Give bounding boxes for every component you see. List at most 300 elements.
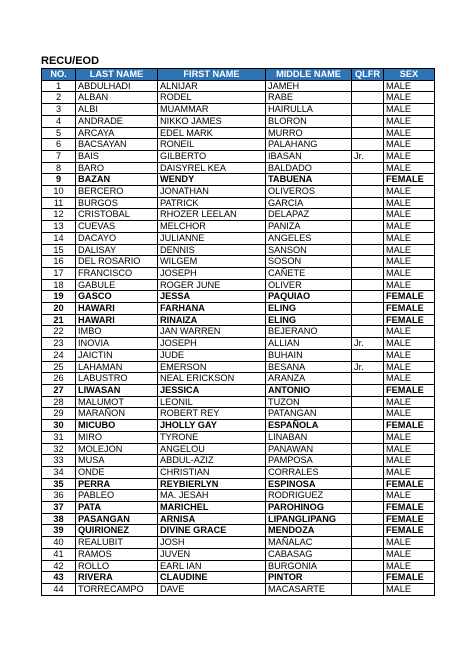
table-row [42,303,435,315]
cell-first-name: JULIANNE [158,232,266,244]
cell-last-name: PASANGAN [76,513,158,525]
cell-no: 42 [42,560,76,572]
cell-sex: MALE [384,326,435,338]
col-header-last-name: LAST NAME [76,69,158,81]
cell-last-name: GABULE [76,279,158,291]
cell-qlfr [352,420,384,432]
cell-last-name: MUSA [76,455,158,467]
cell-qlfr [352,443,384,455]
cell-no: 13 [42,221,76,233]
cell-middle-name: PATANGAN [266,408,352,420]
cell-middle-name: BURGONIA [266,560,352,572]
cell-qlfr [352,396,384,408]
cell-no: 4 [42,115,76,127]
cell-sex: MALE [384,361,435,373]
cell-sex: MALE [384,80,435,92]
cell-qlfr [352,478,384,490]
cell-middle-name: ELING [266,314,352,326]
cell-no: 6 [42,139,76,151]
table-row [42,326,435,338]
table-row [42,408,435,420]
cell-no: 19 [42,291,76,303]
cell-first-name: RHOZER LEELAN [158,209,266,221]
cell-first-name: ABDUL-AZIZ [158,455,266,467]
cell-qlfr: Jr. [352,361,384,373]
cell-first-name: JHOLLY GAY [158,420,266,432]
cell-first-name: LEONIL [158,396,266,408]
cell-no: 2 [42,92,76,104]
cell-no: 20 [42,303,76,315]
cell-sex: MALE [384,92,435,104]
cell-sex: MALE [384,560,435,572]
cell-sex: MALE [384,162,435,174]
table-row [42,583,435,595]
cell-first-name: MELCHOR [158,221,266,233]
cell-qlfr: Jr. [352,150,384,162]
cell-middle-name: ALLIAN [266,338,352,350]
cell-no: 11 [42,197,76,209]
table-row [42,244,435,256]
cell-qlfr [352,537,384,549]
table-row [42,373,435,385]
cell-no: 33 [42,455,76,467]
cell-first-name: DENNIS [158,244,266,256]
cell-qlfr [352,525,384,537]
cell-first-name: NEAL ERICKSON [158,373,266,385]
cell-last-name: RAMOS [76,548,158,560]
cell-sex: MALE [384,548,435,560]
cell-no: 26 [42,373,76,385]
cell-middle-name: ELING [266,303,352,315]
table-row [42,513,435,525]
cell-middle-name: TUZON [266,396,352,408]
cell-last-name: CUEVAS [76,221,158,233]
cell-middle-name: BUHAIN [266,349,352,361]
cell-first-name: WILGEM [158,256,266,268]
cell-sex: MALE [384,139,435,151]
cell-sex: FEMALE [384,502,435,514]
cell-qlfr [352,349,384,361]
cell-first-name: JOSEPH [158,267,266,279]
cell-qlfr [352,502,384,514]
cell-middle-name: PINTOR [266,572,352,584]
table-row [42,420,435,432]
cell-last-name: MICUBO [76,420,158,432]
cell-no: 43 [42,572,76,584]
table-row [42,267,435,279]
cell-qlfr [352,197,384,209]
cell-no: 36 [42,490,76,502]
cell-last-name: HAWARI [76,314,158,326]
cell-sex: MALE [384,408,435,420]
cell-last-name: BERCERO [76,186,158,198]
cell-no: 22 [42,326,76,338]
cell-first-name: RODEL [158,92,266,104]
cell-first-name: JONATHAN [158,186,266,198]
cell-sex: FEMALE [384,174,435,186]
cell-first-name: JAN WARREN [158,326,266,338]
cell-qlfr [352,139,384,151]
cell-middle-name: CAÑETE [266,267,352,279]
table-row [42,490,435,502]
cell-no: 7 [42,150,76,162]
cell-first-name: PATRICK [158,197,266,209]
roster-body [42,80,435,595]
table-row [42,162,435,174]
cell-middle-name: ARANZA [266,373,352,385]
cell-first-name: EMERSON [158,361,266,373]
cell-last-name: ARCAYA [76,127,158,139]
cell-sex: MALE [384,127,435,139]
cell-no: 8 [42,162,76,174]
cell-middle-name: PANAWAN [266,443,352,455]
cell-sex: MALE [384,443,435,455]
cell-middle-name: RODRIGUEZ [266,490,352,502]
cell-qlfr [352,373,384,385]
cell-first-name: JESSA [158,291,266,303]
cell-no: 35 [42,478,76,490]
cell-qlfr [352,115,384,127]
cell-sex: MALE [384,349,435,361]
cell-sex: MALE [384,256,435,268]
cell-first-name: CHRISTIAN [158,466,266,478]
cell-last-name: PERRA [76,478,158,490]
cell-sex: MALE [384,583,435,595]
cell-middle-name: OLIVER [266,279,352,291]
table-row [42,478,435,490]
cell-qlfr [352,572,384,584]
cell-sex: MALE [384,209,435,221]
cell-sex: MALE [384,279,435,291]
cell-sex: MALE [384,338,435,350]
cell-last-name: LIWASAN [76,384,158,396]
cell-first-name: EDEL MARK [158,127,266,139]
cell-middle-name: OLIVEROS [266,186,352,198]
cell-middle-name: MENDOZA [266,525,352,537]
cell-last-name: DALISAY [76,244,158,256]
cell-first-name: MARICHEL [158,502,266,514]
cell-qlfr [352,186,384,198]
cell-middle-name: PAQUIAO [266,291,352,303]
cell-no: 9 [42,174,76,186]
cell-last-name: MOLEJON [76,443,158,455]
cell-middle-name: MACASARTE [266,583,352,595]
cell-qlfr [352,303,384,315]
cell-last-name: CRISTOBAL [76,209,158,221]
cell-sex: MALE [384,221,435,233]
cell-no: 21 [42,314,76,326]
cell-sex: MALE [384,232,435,244]
col-header-first-name: FIRST NAME [158,69,266,81]
cell-middle-name: CORRALES [266,466,352,478]
cell-middle-name: SANSON [266,244,352,256]
cell-first-name: CLAUDINE [158,572,266,584]
cell-last-name: HAWARI [76,303,158,315]
cell-qlfr [352,583,384,595]
cell-no: 23 [42,338,76,350]
cell-no: 24 [42,349,76,361]
cell-qlfr [352,548,384,560]
table-row [42,139,435,151]
cell-last-name: DACAYO [76,232,158,244]
table-row [42,92,435,104]
cell-no: 3 [42,104,76,116]
cell-no: 15 [42,244,76,256]
cell-last-name: BACSAYAN [76,139,158,151]
table-row [42,115,435,127]
cell-sex: FEMALE [384,291,435,303]
cell-last-name: PABLEO [76,490,158,502]
cell-sex: MALE [384,431,435,443]
cell-middle-name: DELAPAZ [266,209,352,221]
table-row [42,572,435,584]
cell-sex: MALE [384,267,435,279]
cell-qlfr [352,291,384,303]
cell-last-name: INOVIA [76,338,158,350]
cell-middle-name: CABASAG [266,548,352,560]
cell-no: 30 [42,420,76,432]
table-row [42,349,435,361]
cell-last-name: QUIRIONEZ [76,525,158,537]
cell-qlfr [352,466,384,478]
cell-qlfr [352,127,384,139]
cell-no: 29 [42,408,76,420]
table-row [42,525,435,537]
cell-middle-name: SOSON [266,256,352,268]
cell-no: 17 [42,267,76,279]
cell-middle-name: GARCIA [266,197,352,209]
cell-sex: MALE [384,197,435,209]
cell-last-name: ANDRADE [76,115,158,127]
table-row [42,548,435,560]
cell-middle-name: LIPANGLIPANG [266,513,352,525]
cell-no: 34 [42,466,76,478]
cell-middle-name: PALAHANG [266,139,352,151]
cell-qlfr [352,256,384,268]
cell-first-name: ROGER JUNE [158,279,266,291]
cell-qlfr [352,92,384,104]
table-row [42,361,435,373]
cell-qlfr [352,513,384,525]
table-row [42,256,435,268]
cell-middle-name: TABUENA [266,174,352,186]
cell-sex: FEMALE [384,572,435,584]
cell-no: 1 [42,80,76,92]
cell-first-name: JESSICA [158,384,266,396]
cell-first-name: FARHANA [158,303,266,315]
cell-last-name: IMBO [76,326,158,338]
cell-qlfr [352,80,384,92]
cell-last-name: REALUBIT [76,537,158,549]
table-row [42,127,435,139]
table-row [42,314,435,326]
table-row [42,443,435,455]
cell-sex: MALE [384,115,435,127]
cell-first-name: JOSEPH [158,338,266,350]
cell-first-name: RONEIL [158,139,266,151]
cell-qlfr [352,384,384,396]
cell-last-name: MIRO [76,431,158,443]
cell-first-name: DAISYREL KEA [158,162,266,174]
cell-middle-name: LINABAN [266,431,352,443]
cell-last-name: ROLLO [76,560,158,572]
cell-no: 27 [42,384,76,396]
table-row [42,502,435,514]
cell-last-name: BAZAN [76,174,158,186]
cell-no: 37 [42,502,76,514]
cell-middle-name: RABE [266,92,352,104]
cell-last-name: BARO [76,162,158,174]
cell-last-name: MALUMOT [76,396,158,408]
cell-sex: MALE [384,150,435,162]
table-row [42,338,435,350]
cell-last-name: DEL ROSARIO [76,256,158,268]
cell-qlfr [352,104,384,116]
cell-middle-name: PAMPOSA [266,455,352,467]
cell-first-name: WENDY [158,174,266,186]
cell-first-name: GILBERTO [158,150,266,162]
cell-qlfr: Jr. [352,338,384,350]
cell-last-name: TORRECAMPO [76,583,158,595]
cell-middle-name: MURRO [266,127,352,139]
table-row [42,384,435,396]
cell-sex: FEMALE [384,303,435,315]
cell-middle-name: BLORON [266,115,352,127]
cell-last-name: MARAÑON [76,408,158,420]
cell-sex: MALE [384,396,435,408]
cell-sex: FEMALE [384,314,435,326]
cell-qlfr [352,408,384,420]
cell-first-name: JUDE [158,349,266,361]
cell-first-name: ARNISA [158,513,266,525]
section-title: RECU/EOD [41,55,100,67]
table-row [42,80,435,92]
cell-sex: MALE [384,537,435,549]
cell-qlfr [352,209,384,221]
cell-first-name: DIVINE GRACE [158,525,266,537]
cell-sex: FEMALE [384,420,435,432]
cell-sex: MALE [384,186,435,198]
cell-middle-name: ESPAÑOLA [266,420,352,432]
col-header-qlfr: QLFR [352,69,384,81]
cell-middle-name: BEJERANO [266,326,352,338]
table-row [42,466,435,478]
table-row [42,291,435,303]
col-header-middle-name: MIDDLE NAME [266,69,352,81]
table-row [42,279,435,291]
cell-no: 31 [42,431,76,443]
cell-qlfr [352,314,384,326]
cell-first-name: REYBIERLYN [158,478,266,490]
cell-no: 32 [42,443,76,455]
table-row [42,431,435,443]
cell-last-name: FRANCISCO [76,267,158,279]
table-row [42,174,435,186]
table-row [42,396,435,408]
cell-no: 38 [42,513,76,525]
cell-qlfr [352,232,384,244]
cell-no: 16 [42,256,76,268]
cell-middle-name: ESPINOSA [266,478,352,490]
cell-first-name: TYRONE [158,431,266,443]
cell-no: 40 [42,537,76,549]
cell-middle-name: ANTONIO [266,384,352,396]
cell-no: 12 [42,209,76,221]
cell-sex: MALE [384,455,435,467]
cell-first-name: ALNIJAR [158,80,266,92]
cell-first-name: ANGELOU [158,443,266,455]
cell-no: 41 [42,548,76,560]
cell-sex: MALE [384,104,435,116]
cell-no: 28 [42,396,76,408]
cell-last-name: RIVERA [76,572,158,584]
cell-first-name: MA. JESAH [158,490,266,502]
cell-no: 25 [42,361,76,373]
cell-sex: FEMALE [384,513,435,525]
cell-middle-name: JAMEH [266,80,352,92]
cell-middle-name: PANIZA [266,221,352,233]
cell-sex: FEMALE [384,384,435,396]
cell-middle-name: MAÑALAC [266,537,352,549]
cell-last-name: ABDULHADI [76,80,158,92]
roster-table [41,68,435,596]
cell-qlfr [352,267,384,279]
cell-qlfr [352,279,384,291]
col-header-sex: SEX [384,69,435,81]
cell-first-name: JUVEN [158,548,266,560]
cell-sex: MALE [384,490,435,502]
cell-sex: MALE [384,466,435,478]
cell-last-name: BAIS [76,150,158,162]
cell-sex: FEMALE [384,478,435,490]
cell-qlfr [352,490,384,502]
cell-first-name: EARL IAN [158,560,266,572]
cell-qlfr [352,455,384,467]
cell-middle-name: BESANA [266,361,352,373]
cell-no: 44 [42,583,76,595]
cell-no: 18 [42,279,76,291]
cell-sex: FEMALE [384,525,435,537]
cell-first-name: RINAIZA [158,314,266,326]
table-row [42,197,435,209]
cell-middle-name: IBASAN [266,150,352,162]
cell-last-name: ONDE [76,466,158,478]
cell-last-name: ALBAN [76,92,158,104]
table-row [42,560,435,572]
cell-first-name: DAVE [158,583,266,595]
cell-middle-name: BALDADO [266,162,352,174]
cell-last-name: JAICTIN [76,349,158,361]
cell-first-name: ROBERT REY [158,408,266,420]
cell-sex: MALE [384,373,435,385]
table-row [42,186,435,198]
cell-qlfr [352,174,384,186]
cell-no: 5 [42,127,76,139]
cell-sex: MALE [384,244,435,256]
cell-qlfr [352,326,384,338]
cell-no: 14 [42,232,76,244]
cell-last-name: LAHAMAN [76,361,158,373]
table-row [42,104,435,116]
cell-last-name: BURGOS [76,197,158,209]
cell-qlfr [352,244,384,256]
header-row [42,69,435,81]
cell-no: 10 [42,186,76,198]
cell-qlfr [352,162,384,174]
table-row [42,221,435,233]
table-row [42,232,435,244]
cell-last-name: LABUSTRO [76,373,158,385]
